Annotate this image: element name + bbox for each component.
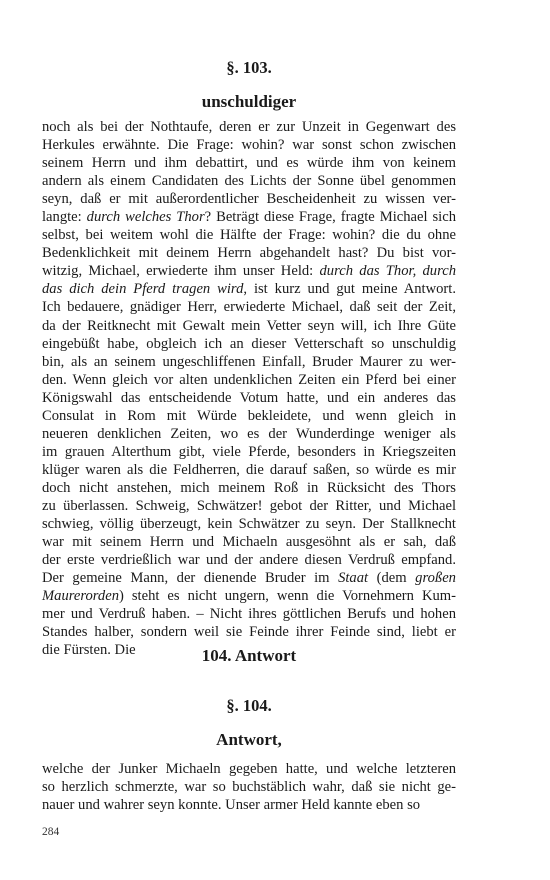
text-line: im grauen Alterthum gibt, viele Pferde, besonders in Kriegszeiten [42,443,456,460]
text-line: nauer und wahrer seyn konnte. Unser armer Held kannte eben so [42,797,421,814]
text-line: den. Wenn gleich vor alten undenklichen Zeiten ein Pferd bei einer [42,371,456,388]
section-103-body [42,118,456,659]
text-line: Der gemeine Mann, der dienende Bruder im Staat (dem großen [42,570,456,587]
text-line: Standes halber, sondern weil sie Feinde ihrer Feinde sind, liebt er [42,624,456,641]
text-line: neueren denklichen Zeiten, wo es der Wunderdinge weniger als [42,425,456,442]
italic-text: großen [415,570,456,587]
section-title-104: Antwort, [216,730,282,749]
text-line: das dich dein Pferd tragen wird, ist kurz und gut meine Antwort. [42,281,456,298]
text-line: seyn, daß er mit außerordentlicher Bescheidenheit zu wissen ver- [42,191,456,208]
text-line: seinem Herrn und ihm debattirt, und es würde ihm von keinem [42,155,456,172]
text-line: da der Reitknecht mit Gewalt mein Vetter seyn will, ich Ihre Güte [42,317,456,334]
text-line: Bedenklichkeit mit deinem Herrn abgehandelt hast? Du bist vor- [42,245,456,262]
text-line: langte: durch welches Thor? Beträgt diese Frage, fragte Michael sich [42,209,456,226]
text-line: Herkules erwähnte. Die Frage: wohin? war sonst schon zwischen [42,137,456,154]
text-line: Ich bedauere, gnädiger Herr, erwiederte Michael, daß seit der Zeit, [42,299,456,316]
section-104-body [42,760,456,814]
text-line: selbst, bei weitem wohl die Hälfte der Frage: wohin? die du ohne [42,227,456,244]
section-title-103: unschuldiger [201,92,297,111]
text-line: die Fürsten. Die [42,642,136,659]
text-line: andern als einem Candidaten des Lichts der Sonne übel genommen [42,173,456,190]
italic-text: das dich dein Pferd tragen wird [42,281,244,298]
text-line: noch als bei der Nothtaufe, deren er zur Unzeit in Gegenwart des [42,119,456,135]
text-line: bin, als an seinem ungeschliffenen Einfall, Bruder Maurer zu wer- [42,353,456,370]
text-line: schwieg, völlig überzeugt, kein Schwätzer zu seyn. Der Stallknecht [42,516,456,533]
text-line: doch nicht anstehen, mich meinem Roß in Rücksicht des Thors [42,479,456,496]
page-number: 284 [42,826,60,838]
text-line: zu überlassen. Schweig, Schwätzer! gebot der Ritter, und Michael [42,497,456,514]
italic-text: durch welches Thor [86,209,205,226]
text-line: Consulat in Rom mit Würde bekleidete, und wenn gleich in [42,407,456,424]
text-line: klüger waren als die Feldherren, die darauf saßen, so würde es mir [42,461,456,478]
section-number-103: §. 103. [226,58,272,77]
italic-text: Staat [338,570,369,587]
chapter-heading: 104. Antwort [201,646,297,665]
text-line: der erste verdrießlich war und der andere diesen Verdruß empfand. [42,552,456,569]
italic-text: Maurerorden [42,588,120,605]
text-line: eingebüßt habe, obgleich ich an dieser Vetterschaft so unschuldig [42,335,456,352]
text-line: witzig, Michael, erwiederte ihm unser Held: durch das Thor, durch [42,263,456,280]
section-number-104: §. 104. [226,696,272,715]
italic-text: durch das Thor, durch [319,263,456,280]
book-page [42,0,456,880]
text-line: mer und Verdruß haben. – Nicht ihres göttlichen Berufs und hohen [42,606,456,623]
text-line: welche der Junker Michaeln gegeben hatte, und welche letzteren [42,761,456,777]
text-line: so herzlich schmerzte, war so buchstäblich wahr, daß sie nicht ge- [42,779,456,796]
text-line: war mit seinem Herrn und Michaeln ausgesöhnt als er sah, daß [42,534,456,551]
text-line: Maurerorden) steht es nicht ungern, wenn die Vornehmern Kum- [42,588,456,605]
text-line: Königswahl das entscheidende Votum hatte, und ein anderes das [42,389,456,406]
